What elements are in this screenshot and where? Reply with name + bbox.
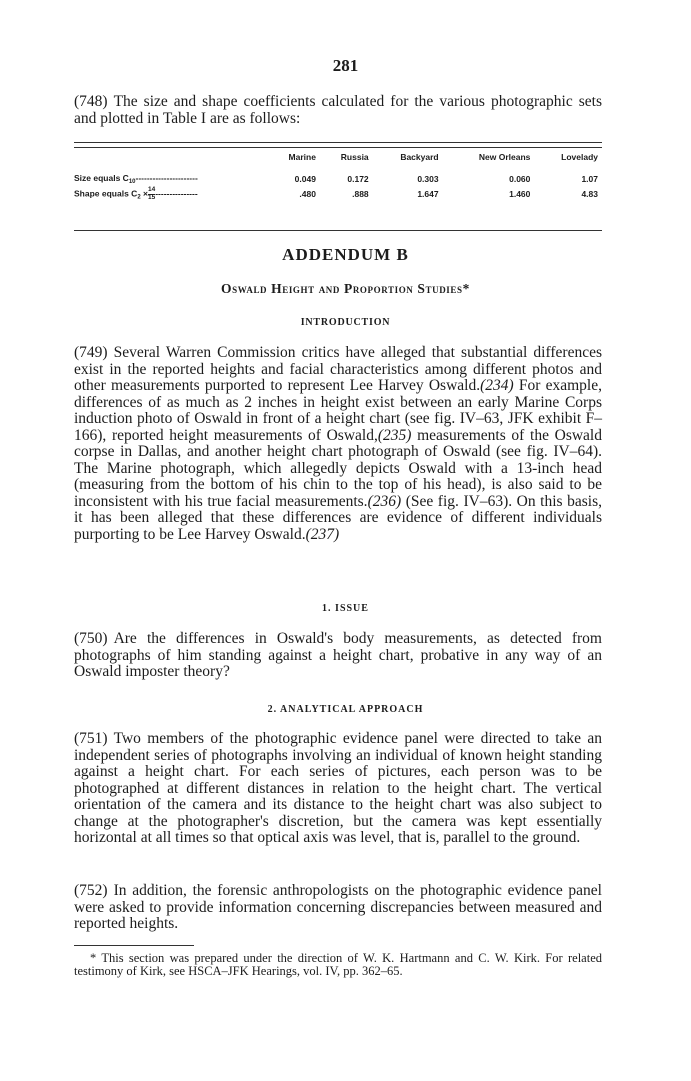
introduction-heading: INTRODUCTION — [300, 317, 391, 328]
paragraph-748 — [74, 94, 602, 127]
coefficients-table — [74, 152, 602, 202]
table-row — [74, 187, 602, 202]
paragraph-751 — [74, 731, 602, 847]
reference-number: (236) — [367, 492, 402, 510]
reference-number: (235) — [377, 426, 412, 444]
paragraph-752 — [74, 883, 602, 933]
addendum-title: ADDENDUM B — [282, 245, 409, 264]
table-cell: 1.07 — [581, 174, 598, 184]
paragraph-number: (748) — [74, 93, 108, 110]
column-header: Backyard — [400, 152, 439, 162]
paragraph-750 — [74, 631, 602, 681]
table-bottom-rule — [74, 230, 602, 231]
paragraph-text: In addition, the forensic anthropologists on the photographic evidence panel were asked to provide information concerning discrepancies between measured and reported heights. — [74, 882, 602, 932]
paragraph-number: (750) — [74, 630, 108, 647]
table-cell: 0.172 — [347, 174, 369, 184]
table-row — [74, 172, 602, 187]
paragraph-text: The size and shape coefficients calculated for the various photographic sets and plotted in Table I are as follows: — [74, 93, 602, 127]
column-header: Russia — [340, 152, 369, 162]
paragraph-number: (749) — [74, 344, 108, 361]
section-heading-analytical-approach: 2. ANALYTICAL APPROACH — [267, 704, 424, 715]
table-top-rule-double — [74, 147, 602, 148]
row-label: Shape equals $C_2$ × $\frac{14}{15}$ --------------- — [74, 186, 198, 201]
table-top-rule — [74, 142, 602, 143]
paragraph-number: (751) — [74, 730, 108, 747]
reference-number: (237) — [305, 525, 340, 543]
column-header: Marine — [288, 152, 316, 162]
paragraph-text: Two members of the photographic evidence panel were directed to take an independent series of photographs involving an individual of known height standing against a height chart. For each series of pictures, each person was to be photographed at different distances in relation to the height chart. The vertical orientation of the camera and its distance to the height chart was also subject to change at the photographer's discretion, but the camera was kept essentially horizontal at all times so that optical axis was level, that is, parallel to the ground. — [74, 730, 602, 846]
table-cell: 1.460 — [509, 189, 531, 199]
table-cell: .480 — [299, 189, 316, 199]
page-number: 281 — [332, 56, 359, 75]
table-cell: 0.049 — [294, 174, 316, 184]
row-label: Size equals $C_{10}----------------------$ — [74, 173, 198, 185]
column-header: New Orleans — [478, 152, 531, 162]
header-blank-cell — [74, 152, 268, 172]
paragraph-text: Are the differences in Oswald's body measurements, as detected from photographs of him standing against a height chart, probative in any way of an Oswald imposter theory? — [74, 630, 602, 680]
footnote-rule — [74, 945, 194, 946]
table-cell: 4.83 — [581, 189, 598, 199]
fraction: $\frac{14}{15}$ — [147, 186, 156, 201]
table-cell: .888 — [352, 189, 369, 199]
table-cell: 1.647 — [417, 189, 439, 199]
paragraph-number: (752) — [74, 882, 108, 899]
column-header: Lovelady — [561, 152, 598, 162]
reference-number: (234) — [480, 377, 514, 394]
section-heading-issue: 1. ISSUE — [322, 603, 369, 614]
paragraph-749: (749) Several Warren Commission critics have alleged that substantial differences exist in the reported heights and facial characteristics among different photos and other measurements purported to represent Lee Harvey Oswald.(234) For example, differences of as much as 2 inches in height exist between an early Marine Corps induction photo of Oswald in front of a height chart (see fig. IV–63, JFK exhibit F–166), reported height measurements of Oswald,(235) measurements of the Oswald corpse in Dallas, and another height chart photograph of Oswald (see fig. IV–64). The Marine photograph, which allegedly depicts Oswald with a 13-inch head (measuring from the bottom of his chin to the top of his head), is also said to be inconsistent with his true facial measurements.(236) (See fig. IV–63). On this basis, it has been alleged that these differences are evidence of different individuals purporting to be Lee Harvey Oswald.(237) — [74, 344, 602, 543]
table-cell: 0.303 — [417, 174, 439, 184]
table-cell: 0.060 — [509, 174, 531, 184]
addendum-subtitle: Oswald Height and Proportion Studies* — [221, 281, 470, 296]
table-header-row — [74, 152, 602, 172]
footnote: * This section was prepared under the direction of W. K. Hartmann and C. W. Kirk. For related testimony of Kirk, see HSCA–JFK Hearings, vol. IV, pp. 362–65. — [74, 951, 602, 978]
